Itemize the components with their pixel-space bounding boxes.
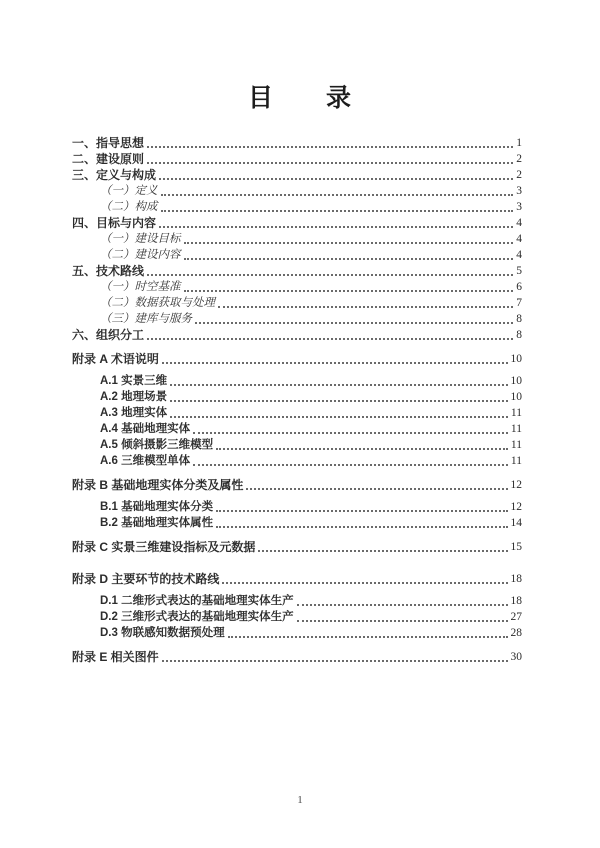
toc-entry-page-number: 2 bbox=[516, 169, 522, 181]
toc-entry bbox=[72, 499, 522, 515]
dotted-leader bbox=[195, 322, 513, 324]
toc-list bbox=[72, 135, 522, 665]
dotted-leader bbox=[193, 464, 508, 466]
toc-entry bbox=[72, 167, 522, 183]
toc-entry-label: 五、技术路线 bbox=[72, 264, 145, 278]
dotted-leader bbox=[184, 242, 514, 244]
toc-entry-label: B.1 基础地理实体分类 bbox=[100, 501, 214, 513]
toc-entry bbox=[72, 649, 522, 665]
dotted-leader bbox=[258, 550, 507, 552]
toc-entry-page-number: 10 bbox=[510, 391, 522, 403]
dotted-leader bbox=[218, 306, 513, 308]
toc-entry-label: 一、指导思想 bbox=[72, 136, 145, 150]
dotted-leader bbox=[147, 162, 513, 164]
toc-entry-label: （一）定义 bbox=[100, 185, 158, 197]
toc-entry bbox=[72, 477, 522, 493]
toc-entry-label: A.4 基础地理实体 bbox=[100, 423, 191, 435]
dotted-leader bbox=[170, 416, 508, 418]
toc-entry-label: 附录 A 术语说明 bbox=[72, 352, 159, 366]
toc-entry-page-number: 8 bbox=[516, 313, 522, 325]
toc-entry-page-number: 5 bbox=[516, 265, 522, 277]
toc-entry bbox=[72, 421, 522, 437]
toc-entry bbox=[72, 571, 522, 587]
toc-entry-label: A.6 三维模型单体 bbox=[100, 455, 191, 467]
dotted-leader bbox=[161, 210, 514, 212]
toc-entry bbox=[72, 351, 522, 367]
toc-entry-label: （二）建设内容 bbox=[100, 249, 181, 261]
dotted-leader bbox=[184, 258, 514, 260]
toc-title: 目 录 bbox=[247, 84, 352, 112]
toc-entry-label: 附录 C 实景三维建设指标及元数据 bbox=[72, 540, 256, 554]
toc-entry-page-number: 4 bbox=[516, 249, 522, 261]
toc-entry-page-number: 4 bbox=[516, 233, 522, 245]
toc-entry-page-number: 27 bbox=[510, 611, 522, 623]
toc-entry-page-number: 11 bbox=[510, 455, 522, 467]
toc-entry-page-number: 14 bbox=[510, 517, 522, 529]
toc-entry bbox=[72, 405, 522, 421]
toc-entry-page-number: 11 bbox=[510, 439, 522, 451]
toc-entry-page-number: 1 bbox=[516, 137, 522, 149]
toc-entry bbox=[72, 311, 522, 327]
toc-entry-label: 四、目标与内容 bbox=[72, 216, 157, 230]
toc-entry-label: A.5 倾斜摄影三维模型 bbox=[100, 439, 214, 451]
toc-entry-label: 六、组织分工 bbox=[72, 328, 145, 342]
dotted-leader bbox=[228, 636, 508, 638]
toc-entry-page-number: 11 bbox=[510, 423, 522, 435]
toc-entry bbox=[72, 437, 522, 453]
dotted-leader bbox=[246, 488, 507, 490]
dotted-leader bbox=[147, 338, 513, 340]
toc-entry bbox=[72, 539, 522, 555]
dotted-leader bbox=[147, 274, 513, 276]
toc-entry-page-number: 18 bbox=[510, 573, 522, 585]
toc-entry-page-number: 10 bbox=[510, 375, 522, 387]
dotted-leader bbox=[170, 384, 507, 386]
toc-entry-label: 附录 D 主要环节的技术路线 bbox=[72, 572, 220, 586]
toc-entry-page-number: 4 bbox=[516, 217, 522, 229]
toc-entry bbox=[72, 625, 522, 641]
toc-entry-page-number: 2 bbox=[516, 153, 522, 165]
toc-entry-label: （一）时空基准 bbox=[100, 281, 181, 293]
dotted-leader bbox=[184, 290, 514, 292]
toc-entry-page-number: 11 bbox=[510, 407, 522, 419]
dotted-leader bbox=[159, 226, 513, 228]
footer-page-number: 1 bbox=[297, 794, 303, 806]
dotted-leader bbox=[216, 510, 507, 512]
dotted-leader bbox=[162, 660, 508, 662]
dotted-leader bbox=[193, 432, 508, 434]
dotted-leader bbox=[170, 400, 507, 402]
toc-entry bbox=[72, 609, 522, 625]
toc-entry-page-number: 8 bbox=[516, 329, 522, 341]
dotted-leader bbox=[161, 194, 514, 196]
toc-entry-page-number: 6 bbox=[516, 281, 522, 293]
toc-entry-page-number: 7 bbox=[516, 297, 522, 309]
toc-entry bbox=[72, 247, 522, 263]
toc-entry bbox=[72, 183, 522, 199]
toc-entry bbox=[72, 327, 522, 343]
dotted-leader bbox=[162, 362, 508, 364]
dotted-leader bbox=[147, 146, 513, 148]
toc-entry-page-number: 12 bbox=[510, 501, 522, 513]
dotted-leader bbox=[216, 526, 507, 528]
dotted-leader bbox=[222, 582, 507, 584]
dotted-leader bbox=[297, 620, 508, 622]
toc-entry-label: （二）构成 bbox=[100, 201, 158, 213]
toc-entry-page-number: 18 bbox=[510, 595, 522, 607]
toc-entry bbox=[72, 279, 522, 295]
toc-entry bbox=[72, 135, 522, 151]
toc-entry-page-number: 12 bbox=[510, 479, 522, 491]
toc-entry bbox=[72, 295, 522, 311]
toc-entry bbox=[72, 373, 522, 389]
toc-entry-page-number: 28 bbox=[510, 627, 522, 639]
toc-entry-label: A.3 地理实体 bbox=[100, 407, 168, 419]
toc-entry-label: （三）建库与服务 bbox=[100, 313, 192, 325]
toc-entry bbox=[72, 199, 522, 215]
toc-entry-label: A.1 实景三维 bbox=[100, 375, 168, 387]
toc-entry bbox=[72, 593, 522, 609]
toc-entry bbox=[72, 151, 522, 167]
toc-entry-label: D.3 物联感知数据预处理 bbox=[100, 627, 225, 639]
toc-entry bbox=[72, 231, 522, 247]
toc-entry-label: 附录 B 基础地理实体分类及属性 bbox=[72, 478, 244, 492]
toc-entry-label: D.2 三维形式表达的基础地理实体生产 bbox=[100, 611, 294, 623]
toc-entry-label: 二、建设原则 bbox=[72, 152, 145, 166]
toc-entry-label: （二）数据获取与处理 bbox=[100, 297, 215, 309]
toc-entry-page-number: 3 bbox=[516, 185, 522, 197]
toc-entry-page-number: 3 bbox=[516, 201, 522, 213]
toc-entry-label: B.2 基础地理实体属性 bbox=[100, 517, 214, 529]
toc-entry bbox=[72, 453, 522, 469]
toc-entry-label: D.1 二维形式表达的基础地理实体生产 bbox=[100, 595, 294, 607]
toc-entry-label: A.2 地理场景 bbox=[100, 391, 168, 403]
dotted-leader bbox=[159, 178, 513, 180]
toc-entry-page-number: 15 bbox=[510, 541, 522, 553]
toc-entry-label: 三、定义与构成 bbox=[72, 168, 157, 182]
toc-entry bbox=[72, 263, 522, 279]
toc-entry bbox=[72, 515, 522, 531]
toc-entry-page-number: 10 bbox=[510, 353, 522, 365]
dotted-leader bbox=[297, 604, 508, 606]
toc-entry-page-number: 30 bbox=[510, 651, 522, 663]
toc-entry-label: 附录 E 相关图件 bbox=[72, 650, 159, 664]
dotted-leader bbox=[216, 448, 508, 450]
toc-entry-label: （一）建设目标 bbox=[100, 233, 181, 245]
toc-entry bbox=[72, 215, 522, 231]
toc-entry bbox=[72, 389, 522, 405]
